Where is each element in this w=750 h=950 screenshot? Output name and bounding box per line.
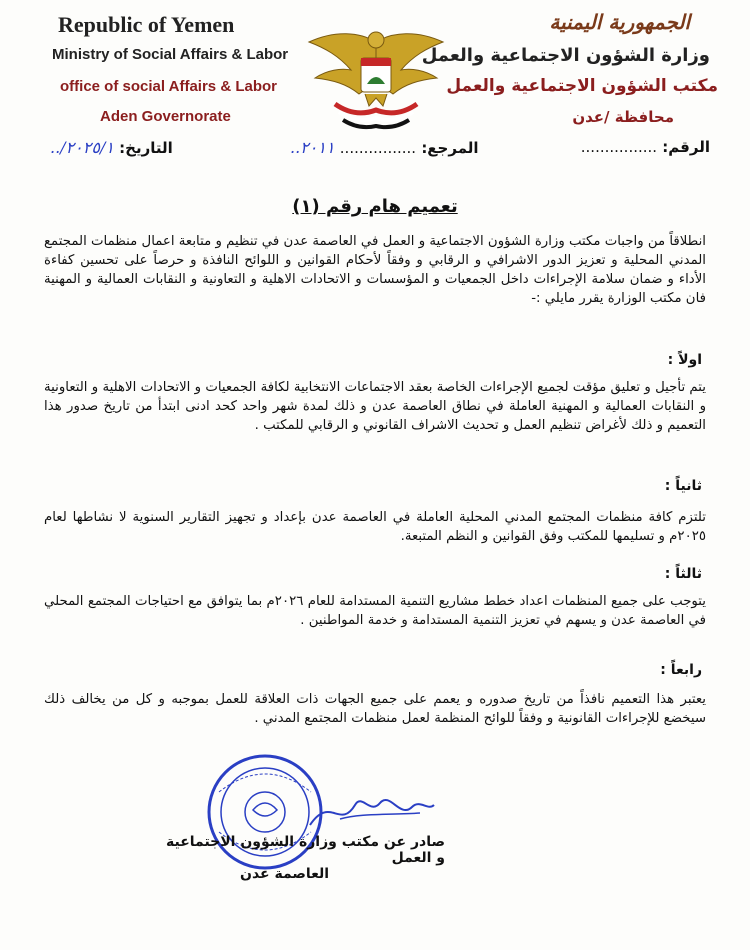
header-ar-governorate: محافظة /عدن (572, 108, 674, 126)
issued-city: العاصمة عدن (240, 866, 330, 882)
section-heading-4: رابعاً : (660, 662, 702, 678)
date-label: التاريخ: (119, 139, 173, 157)
section-text-4: يعتبر هذا التعميم نافذاً من تاريخ صدوره و يعمم على جميع الجهات ذات العلاقة للعمل بموجبه و كل من يخالف ذلك سيخضع للإجراءات القانونية و وفقاً للوائح المنظمة لعمل منظمات المجتمع المدني . (44, 692, 706, 726)
signature-icon (300, 785, 440, 835)
eagle-emblem-icon (305, 22, 447, 134)
reference-field (290, 138, 479, 157)
number-label: الرقم: (662, 138, 710, 156)
reference-value: ٢٠١١.. (290, 138, 335, 157)
section-heading-2: ثانياً : (664, 478, 702, 494)
issued-by: صادر عن مكتب وزارة الشؤون الاجتماعية و العمل (166, 834, 445, 866)
header-en-ministry: Ministry of Social Affairs & Labor (52, 46, 289, 63)
header-en-republic: Republic of Yemen (58, 12, 235, 37)
reference-dots: ................ (339, 139, 417, 157)
section-text-3: يتوجب على جميع المنظمات اعداد خطط مشاريع التنمية المستدامة للعام ٢٠٢٦م بما يتوافق مع احتياجات المجتمع المحلي في العاصمة عدن و يسهم في تعزيز التنمية المستدامة و خدمة المواطنين . (44, 594, 706, 628)
section-text-1: يتم تأجيل و تعليق مؤقت لجميع الإجراءات الخاصة بعقد الاجتماعات الانتخابية لكافة الجمعيات و الاتحادات الاهلية و التعاونية و النقابات العمالية و المهنية العاملة في نطاق العاصمة عدن و ذلك لمدة شهر واحد كحد ادنى ابتدأ من تاريخ صدور هذا التعميم و ذلك لأغراض تنظيم العمل و تحديث الاشراف القانوني و الرقابي للمكتب . (44, 380, 706, 433)
date-field (50, 138, 173, 157)
date-value: ٢٠٢٥/١/.. (50, 138, 114, 157)
number-field (581, 138, 710, 156)
section-text-2: تلتزم كافة منظمات المجتمع المدني المحلية العاملة في العاصمة عدن بإعداد و تجهيز التقارير السنوية لا نشاطها لعام ٢٠٢٥م و تسليمها للمكتب وفق القوانين و النظم المتبعة. (44, 510, 706, 544)
number-dots: ................ (580, 138, 658, 156)
section-heading-3: ثالثاً : (664, 566, 702, 582)
circular-title: تعميم هام رقم (١) (292, 196, 458, 217)
header-ar-state: الجمهورية اليمنية (549, 10, 690, 34)
section-heading-1: اولاً : (667, 352, 702, 368)
header-ar-ministry: وزارة الشؤون الاجتماعية والعمل (421, 45, 710, 66)
header-en-office: office of social Affairs & Labor (60, 78, 277, 95)
header-en-governorate: Aden Governorate (100, 108, 231, 125)
reference-label: المرجع: (421, 139, 479, 157)
reference-line (40, 138, 710, 164)
header-ar-office: مكتب الشؤون الاجتماعية والعمل (446, 76, 718, 96)
intro-paragraph: انطلاقاً من واجبات مكتب وزارة الشؤون الاجتماعية و العمل في العاصمة عدن في تنظيم و متابعة اعمال منظمات المجتمع المدني المحلية و تعزيز الدور الاشرافي و الرقابي و وفقاً لأحكام القوانين و اللوائح النافذة و حرصاً على تحسين كفاءة الأداء و ضمان سلامة الإجراءات داخل الجمعيات و المؤسسات و الاتحادات الاهلية و التعاونية و النقابات العمالية و المهنية فان مكتب الوزارة يقرر مايلي :- (43, 234, 706, 306)
